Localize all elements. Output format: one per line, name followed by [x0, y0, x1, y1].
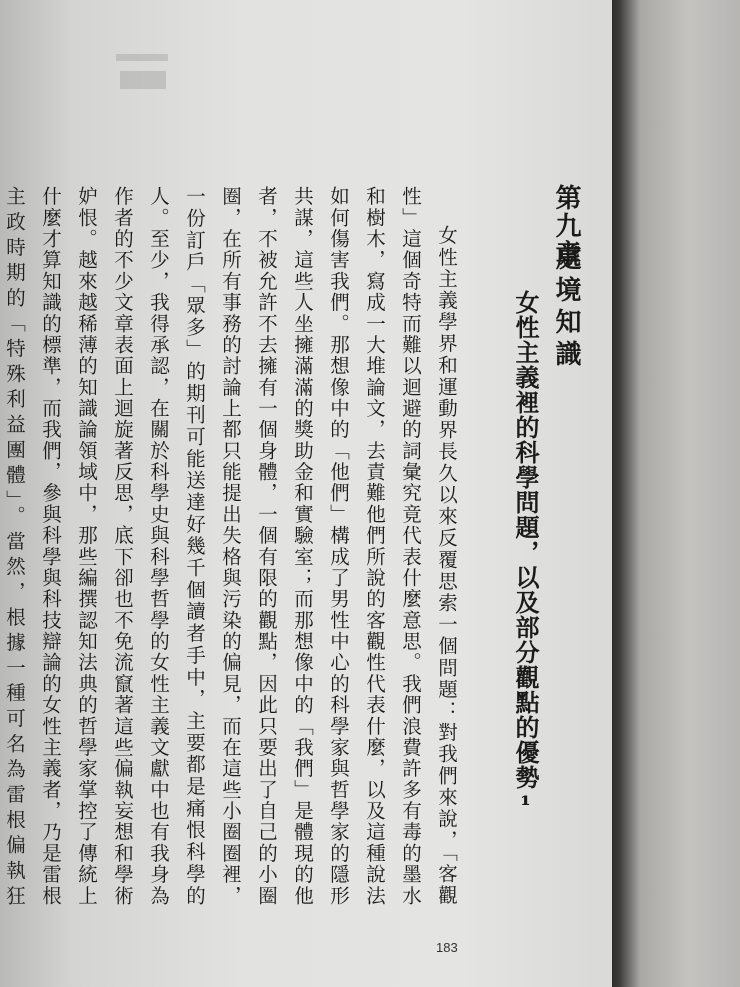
body-paragraph: 女性主義學界和運動界長久以來反覆思索一個問題：對我們來說，「客觀性」這個奇特而難以迴避的詞彙究竟代表什麼意思。我們浪費許多有毒的墨水和樹木，寫成一大堆論文，去責難他們所說的客觀性代表什麼，以及這種說法如何傷害我們。那想像中的「他們」構成了男性中心的科學家與哲學家的隱形共謀，這些人坐擁滿滿的獎助金和實驗室；而那想像中的「我們」是體現的他者，不被允許不去擁有一個身體，一個有限的觀點，因此只要出了自己的小圈圈，在所有事務的討論上都只能提出失格與污染的偏見，而在這些小圈圈裡，一份訂戶「眾多」的期刊可能送達好幾千個讀者手中，主要都是痛恨科學的人。至少，我得承認，在關於科學史與科學哲學的女性主義文獻中也有我身為作者的不少文章表面上迴旋著反思，底下卻也不免流竄著這些偏執妄想和學術妒恨。越來越稀薄的知識論領域中，那些編撰認知法典的哲學家掌控了傳統上什麼才算知識的標準，而我們，參與科學與科技辯論的女性主義者，乃是雷根主政時期的「特殊利益團體」。當然，根據一種可名為雷根偏執狂: [3, 186, 458, 906]
chapter-subtitle: 女性主義裡的科學問題，以及部分觀點的優勢¹: [511, 290, 540, 820]
next-page-edge: [612, 0, 740, 987]
bleed-through-header: [104, 48, 164, 98]
chapter-number: 第九章: [551, 184, 581, 268]
page-number: 183: [436, 940, 458, 955]
chapter-title: 處境知識: [551, 244, 581, 372]
body-text: [3, 186, 464, 906]
